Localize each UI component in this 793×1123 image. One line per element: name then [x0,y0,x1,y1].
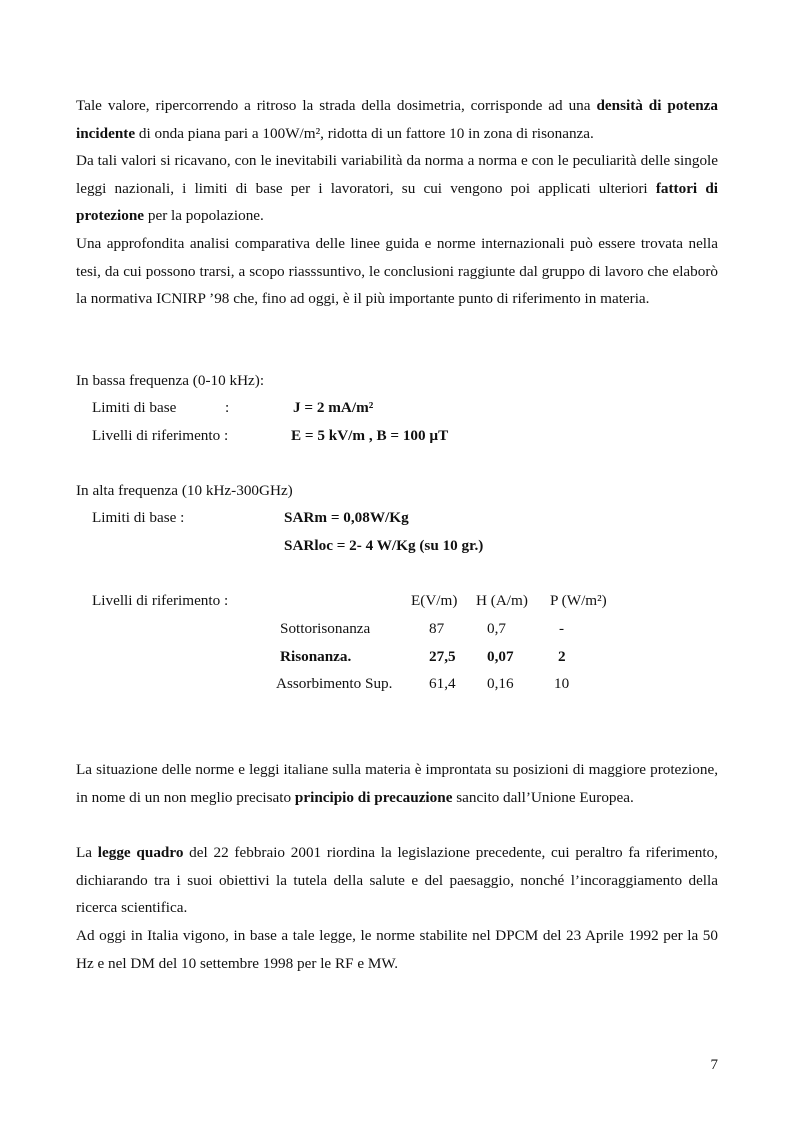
table-cell-h: 0,7 [487,620,506,637]
table-cell-h: 0,16 [487,675,514,692]
paragraph-precaution [76,756,718,811]
bold-term: principio di precauzione [294,788,453,806]
text: per la popolazione. [144,207,264,224]
low-base-label: Limiti di base [92,399,177,416]
text: La situazione delle norme e leggi italiane sulla materia è improntata su posizioni di maggiore protezione, in nome di un non meglio precisato [76,761,718,806]
high-base-label: Limiti di base : [92,509,185,526]
bold-value: J = 2 mA/m² [293,399,374,416]
page-number: 7 [710,1057,718,1073]
table-cell-e: 87 [429,620,445,637]
table-cell-p: - [559,620,565,637]
paragraph-dosimetry [76,92,718,147]
text: sancito dall’Unione Europea. [452,788,634,806]
table-row-label: Assorbimento Sup. [276,675,393,692]
table-header-p: P (W/m²) [550,592,607,609]
sar-loc-value [284,536,483,556]
text: La [76,844,98,861]
table-header-h: H (A/m) [476,592,528,609]
text: Tale valore, ripercorrendo a ritroso la strada della dosimetria, corrisponde ad una [76,97,597,114]
paragraph-current-norms: Ad oggi in Italia vigono, in base a tale legge, le norme stabilite nel DPCM del 23 Aprile 1992 per la 50 Hz e nel DM del 10 settembre 1998 per le RF e MW. [76,927,718,972]
text: del 22 febbraio 2001 riordina la legislazione precedente, cui peraltro fa riferimento, dichiarando tra i suoi obiettivi la tutela della salute e del paesaggio, nonché l’incoraggiamento della ricerca scientifica. [76,844,718,916]
table-row-label [280,647,351,667]
low-ref-label: Livelli di riferimento : [92,427,229,444]
table-header-e: E(V/m) [411,592,458,609]
table-cell-p: 10 [554,675,570,692]
sar-m-value [284,508,409,528]
bold-value: Risonanza. [280,648,352,665]
paragraph-framework-law [76,839,718,922]
bold-term: densità di potenza incidente [76,97,718,142]
text: di onda piana pari a 100W/m², ridotta di un fattore 10 in zona di risonanza. [135,124,594,142]
bold-value: 0,07 [487,648,514,665]
paragraph-icnirp: Una approfondita analisi comparativa delle linee guida e norme internazionali può essere trovata nella tesi, da cui possono trarsi, a scopo riasssuntivo, le conclusioni raggiunte dal gruppo di lavoro che elaborò la normativa ICNIRP ’98 che, fino ad oggi, è il più importante punto di riferimento in materia. [76,235,718,307]
high-frequency-heading: In alta frequenza (10 kHz-300GHz) [76,482,293,499]
low-frequency-heading: In bassa frequenza (0-10 kHz): [76,372,265,389]
text: Da tali valori si ricavano, con le inevitabili variabilità da norma a norma e con le peculiarità delle singole leggi nazionali, i limiti di base per i lavoratori, su cui vengono poi applicati ulteriori [76,152,718,197]
table-cell-e: 61,4 [429,675,456,692]
table-cell-e [429,647,456,667]
bold-term: legge quadro [97,844,184,861]
table-cell-h [487,647,514,667]
high-ref-label: Livelli di riferimento : [92,592,229,609]
bold-value: SARloc = 2- 4 W/Kg (su 10 gr.) [284,537,484,554]
bold-value: SARm = 0,08W/Kg [284,509,409,526]
bold-value: 27,5 [429,648,456,665]
low-base-value [293,398,373,418]
bold-term: fattori di protezione [76,179,718,224]
low-base-colon: : [225,399,230,416]
low-ref-value [291,426,448,446]
table-cell-p [558,647,566,667]
bold-value: E = 5 kV/m , B = 100 µT [291,427,449,444]
table-row-label: Sottorisonanza [280,620,371,637]
paragraph-base-limits [76,147,718,230]
bold-value: 2 [558,648,566,665]
